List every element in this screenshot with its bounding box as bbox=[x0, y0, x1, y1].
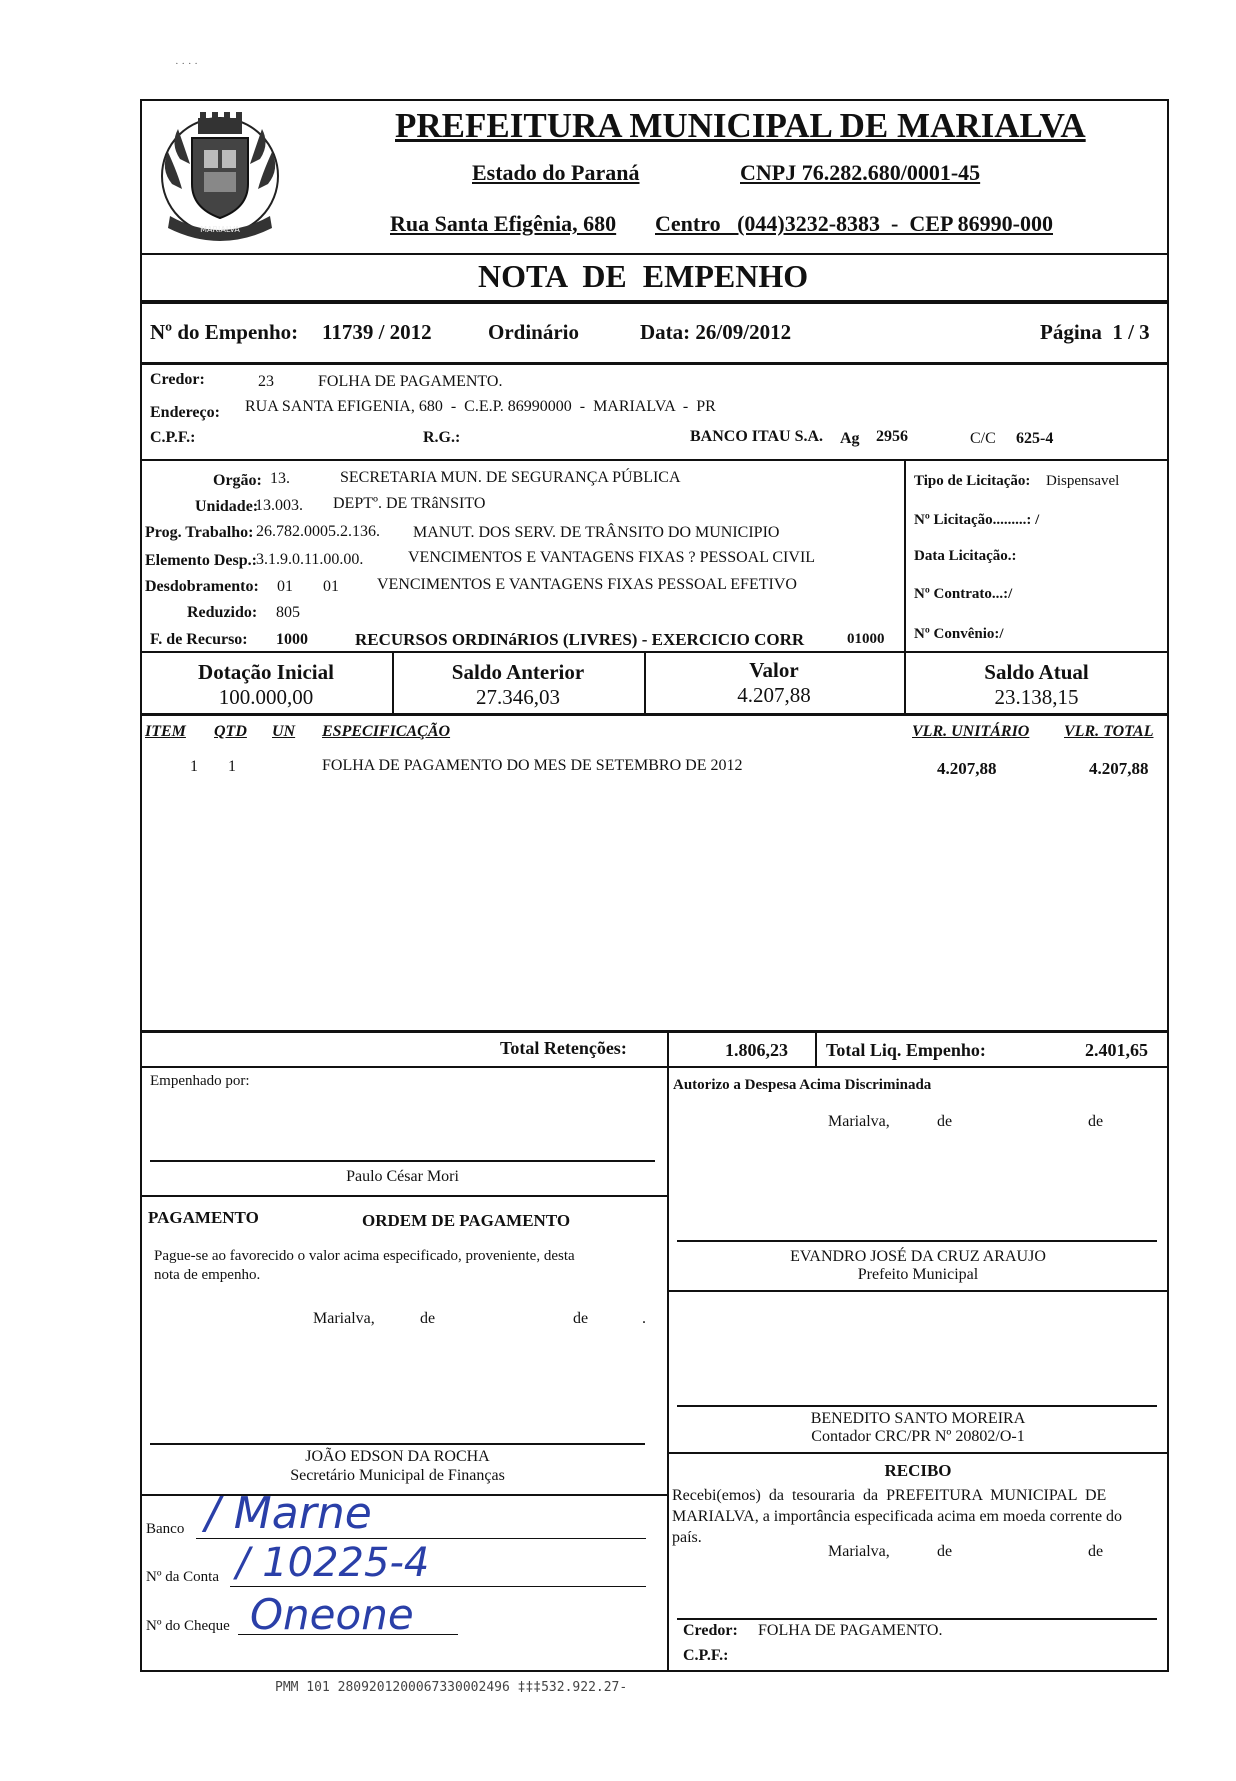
dotacao-value: 100.000,00 bbox=[218, 685, 314, 709]
saldo-anterior-value: 27.346,03 bbox=[476, 685, 560, 709]
col-qtd: QTD bbox=[214, 723, 247, 740]
total-liq-label: Total Liq. Empenho: bbox=[826, 1040, 986, 1060]
header-title: PREFEITURA MUNICIPAL DE MARIALVA bbox=[395, 106, 1086, 145]
orgao-name: SECRETARIA MUN. DE SEGURANÇA PÚBLICA bbox=[340, 469, 681, 486]
recibo-city: Marialva, bbox=[828, 1543, 890, 1560]
total-liq-value: 2.401,65 bbox=[1085, 1040, 1148, 1060]
bank-name: BANCO ITAU S.A. bbox=[690, 428, 824, 445]
row-item: 1 bbox=[190, 758, 198, 775]
elemento-name: VENCIMENTOS E VANTAGENS FIXAS ? PESSOAL CIVIL bbox=[408, 549, 816, 566]
empenhado-name: Paulo César Mori bbox=[346, 1168, 459, 1185]
recibo-text-1: Recebi(emos) da tesouraria da PREFEITURA MUNICIPAL DE bbox=[672, 1487, 1107, 1504]
rg-label: R.G.: bbox=[423, 429, 461, 446]
saldo-anterior-label: Saldo Anterior bbox=[451, 660, 585, 684]
row-total: 4.207,88 bbox=[1089, 759, 1149, 778]
desdobramento-code-1: 01 bbox=[277, 578, 293, 595]
ordem-pagamento-heading: ORDEM DE PAGAMENTO bbox=[362, 1211, 571, 1230]
ordem-city: Marialva, bbox=[313, 1310, 375, 1327]
data-licitacao-label: Data Licitação.: bbox=[914, 548, 1017, 564]
desdobramento-label: Desdobramento: bbox=[145, 578, 259, 595]
saldo-atual-value: 23.138,15 bbox=[994, 685, 1079, 709]
contrato-label: Nº Contrato...:/ bbox=[914, 586, 1013, 602]
valor-value: 4.207,88 bbox=[737, 683, 811, 707]
recibo-credor-name: FOLHA DE PAGAMENTO. bbox=[758, 1622, 943, 1639]
coat-of-arms-icon bbox=[150, 104, 290, 254]
recibo-text-3: país. bbox=[672, 1529, 702, 1546]
ordem-de-2: de bbox=[573, 1310, 589, 1327]
svg-text:MARIALVA: MARIALVA bbox=[200, 225, 240, 234]
credor-code: 23 bbox=[258, 373, 274, 390]
recurso-code: 1000 bbox=[276, 631, 308, 648]
unidade-label: Unidade: bbox=[195, 498, 259, 515]
scan-mark: · · · · bbox=[175, 58, 198, 70]
row-qtd: 1 bbox=[228, 758, 236, 775]
orgao-label: Orgão: bbox=[213, 472, 262, 489]
col-vlr-total: VLR. TOTAL bbox=[1064, 723, 1154, 740]
col-un: UN bbox=[272, 723, 296, 740]
autorizo-de-1: de bbox=[937, 1113, 953, 1130]
banco-handwritten: / Marne bbox=[205, 1488, 372, 1539]
banco-label: Banco bbox=[146, 1521, 185, 1537]
header-contact: Centro (044)3232-8383 - CEP 86990-000 bbox=[655, 211, 1053, 236]
empenho-page: Página 1 / 3 bbox=[1040, 320, 1150, 344]
pagamento-heading: PAGAMENTO bbox=[148, 1208, 259, 1227]
cheque-handwritten: Oneone bbox=[250, 1590, 414, 1639]
row-desc: FOLHA DE PAGAMENTO DO MES DE SETEMBRO DE 2012 bbox=[322, 757, 743, 774]
empenho-number: 11739 / 2012 bbox=[322, 320, 432, 344]
credor-name: FOLHA DE PAGAMENTO. bbox=[318, 373, 503, 390]
num-licitacao-label: Nº Licitação.........: / bbox=[914, 512, 1040, 528]
autorizo-label: Autorizo a Despesa Acima Discriminada bbox=[673, 1077, 932, 1093]
desdobramento-code-2: 01 bbox=[323, 578, 339, 595]
prog-label: Prog. Trabalho: bbox=[145, 524, 254, 541]
address-label: Endereço: bbox=[150, 404, 220, 421]
contador-name: BENEDITO SANTO MOREIRA bbox=[810, 1410, 1026, 1427]
credor-label: Credor: bbox=[150, 371, 205, 388]
account-label: C/C bbox=[970, 430, 996, 447]
total-retencoes-label: Total Retenções: bbox=[500, 1038, 627, 1058]
header-cnpj: CNPJ 76.282.680/0001-45 bbox=[740, 160, 981, 185]
empenho-date: Data: 26/09/2012 bbox=[640, 320, 792, 344]
secretario-title: Secretário Municipal de Finanças bbox=[290, 1467, 505, 1484]
valor-label: Valor bbox=[749, 658, 799, 682]
unidade-name: DEPTº. DE TRâNSITO bbox=[333, 495, 486, 512]
recibo-de-2: de bbox=[1088, 1543, 1104, 1560]
agency-number: 2956 bbox=[876, 428, 908, 445]
convenio-label: Nº Convênio:/ bbox=[914, 626, 1004, 642]
pague-text-2: nota de empenho. bbox=[154, 1267, 261, 1283]
recibo-text-2: MARIALVA, a importância especificada acima em moeda corrente do bbox=[672, 1508, 1123, 1525]
tipo-licitacao-label: Tipo de Licitação: bbox=[914, 473, 1031, 489]
recibo-cpf-label: C.P.F.: bbox=[683, 1647, 729, 1664]
tipo-licitacao-value: Dispensavel bbox=[1046, 473, 1120, 489]
prog-name: MANUT. DOS SERV. DE TRÂNSITO DO MUNICIPIO bbox=[413, 524, 780, 541]
orgao-code: 13. bbox=[270, 470, 290, 487]
prefeito-name: EVANDRO JOSÉ DA CRUZ ARAUJO bbox=[790, 1248, 1046, 1265]
secretario-name: JOÃO EDSON DA ROCHA bbox=[305, 1448, 490, 1465]
header-address: Rua Santa Efigênia, 680 bbox=[390, 211, 617, 236]
footer-code: PMM 101 2809201200067330002496 ‡‡‡532.922.27- bbox=[275, 1680, 628, 1695]
saldo-atual-label: Saldo Atual bbox=[984, 660, 1089, 684]
unidade-code: 13.003. bbox=[255, 497, 303, 514]
dotacao-label: Dotação Inicial bbox=[198, 660, 334, 684]
reduzido-label: Reduzido: bbox=[187, 604, 258, 621]
empenho-type: Ordinário bbox=[488, 320, 580, 344]
reduzido-value: 805 bbox=[276, 604, 300, 621]
empenhado-label: Empenhado por: bbox=[150, 1073, 250, 1089]
recibo-de-1: de bbox=[937, 1543, 953, 1560]
total-retencoes-value: 1.806,23 bbox=[725, 1040, 788, 1060]
cheque-label: Nº do Cheque bbox=[146, 1618, 230, 1634]
ordem-de-1: de bbox=[420, 1310, 436, 1327]
contador-title: Contador CRC/PR Nº 20802/O-1 bbox=[811, 1428, 1025, 1445]
conta-label: Nº da Conta bbox=[146, 1569, 219, 1585]
col-especificacao: ESPECIFICAÇÃO bbox=[322, 723, 451, 740]
prefeito-title: Prefeito Municipal bbox=[857, 1266, 979, 1283]
elemento-label: Elemento Desp.: bbox=[145, 552, 257, 569]
header-state: Estado do Paraná bbox=[472, 160, 640, 185]
doc-title: NOTA DE EMPENHO bbox=[478, 258, 809, 294]
recurso-name: RECURSOS ORDINáRIOS (LIVRES) - EXERCICIO CORR bbox=[355, 630, 805, 649]
col-item: ITEM bbox=[145, 723, 186, 740]
col-vlr-unitario: VLR. UNITÁRIO bbox=[912, 723, 1030, 740]
ordem-dot: . bbox=[642, 1310, 646, 1327]
conta-handwritten: / 10225-4 bbox=[236, 1540, 430, 1586]
autorizo-city: Marialva, bbox=[828, 1113, 890, 1130]
prog-code: 26.782.0005.2.136. bbox=[256, 523, 380, 540]
recurso-label: F. de Recurso: bbox=[150, 631, 248, 648]
elemento-code: 3.1.9.0.11.00.00. bbox=[256, 551, 364, 568]
pague-text-1: Pague-se ao favorecido o valor acima especificado, proveniente, desta bbox=[154, 1248, 575, 1264]
account-number: 625-4 bbox=[1016, 430, 1054, 447]
row-unit: 4.207,88 bbox=[937, 759, 997, 778]
agency-label: Ag bbox=[840, 430, 860, 447]
autorizo-de-2: de bbox=[1088, 1113, 1104, 1130]
empenho-label: Nº do Empenho: bbox=[150, 320, 299, 344]
desdobramento-name: VENCIMENTOS E VANTAGENS FIXAS PESSOAL EFETIVO bbox=[377, 576, 797, 593]
recibo-credor-label: Credor: bbox=[683, 1622, 738, 1639]
recibo-heading: RECIBO bbox=[884, 1461, 952, 1480]
credor-address: RUA SANTA EFIGENIA, 680 - C.E.P. 86990000 - MARIALVA - PR bbox=[245, 398, 716, 415]
cpf-label: C.P.F.: bbox=[150, 429, 196, 446]
recurso-code-2: 01000 bbox=[847, 631, 885, 647]
